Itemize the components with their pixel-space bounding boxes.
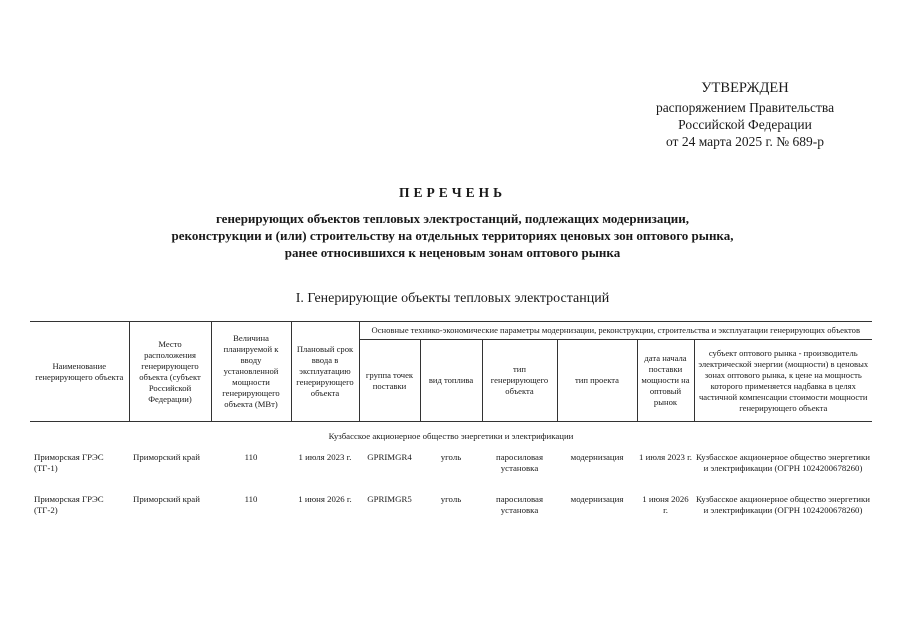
table-row	[30, 452, 872, 494]
generating-objects-table	[30, 321, 872, 536]
cell-fuel: уголь	[440, 494, 462, 504]
cell-deadline: 1 июня 2026 г.	[298, 494, 352, 504]
cell-capacity: 110	[244, 452, 258, 462]
subtitle-line-1: генерирующих объектов тепловых электростанций, подлежащих модернизации,	[215, 211, 690, 226]
document-title: ПЕРЕЧЕНЬ	[398, 185, 507, 200]
cell-project-type: модернизация	[570, 494, 624, 504]
cell-supplier: Кузбасское акционерное общество энергетики и электрификации (ОГРН 1024200678260)	[696, 452, 870, 473]
header-project-type: тип проекта	[557, 340, 637, 422]
cell-name: Приморская ГРЭС (ТГ-1)	[34, 452, 104, 473]
approval-line-3: от 24 марта 2025 г. № 689-р	[665, 134, 825, 149]
company-row: Кузбасское акционерное общество энергетики и электрификации	[328, 431, 574, 441]
header-capacity: Величина планируемой к вводу установленной мощности генерирующего объекта (МВт)	[211, 322, 291, 422]
cell-fuel: уголь	[440, 452, 462, 462]
cell-object-type: паросиловая установка	[495, 494, 544, 515]
subtitle-line-2: реконструкции и (или) строительству на отдельных территориях ценовых зон оптового рынка,	[171, 228, 734, 243]
cell-delivery-group: GPRIMGR5	[367, 494, 412, 504]
cell-location: Приморский край	[133, 494, 200, 504]
cell-object-type: паросиловая установка	[495, 452, 544, 473]
header-fuel: вид топлива	[420, 340, 482, 422]
table-row	[30, 494, 872, 536]
header-parameters-group: Основные технико-экономические параметры модернизации, реконструкции, строительства и эксплуатации генерирующих объектов	[359, 322, 872, 340]
section-title: I. Генерирующие объекты тепловых электростанций	[295, 291, 610, 306]
header-location: Место расположения генерирующего объекта (субъект Российской Федерации)	[129, 322, 211, 422]
approval-block	[645, 80, 845, 150]
cell-delivery-group: GPRIMGR4	[367, 452, 412, 462]
approval-line-2: Российской Федерации	[678, 117, 812, 132]
cell-name: Приморская ГРЭС (ТГ-2)	[34, 494, 104, 515]
header-deadline: Плановый срок ввода в эксплуатацию генерирующего объекта	[291, 322, 359, 422]
header-delivery-group: группа точек поставки	[359, 340, 420, 422]
cell-capacity: 110	[244, 494, 258, 504]
document-subtitle	[60, 210, 845, 261]
cell-market-start: 1 июля 2023 г.	[639, 452, 692, 462]
header-market-start: дата начала поставки мощности на оптовый рынок	[637, 340, 694, 422]
header-supplier: субъект оптового рынка - производитель электрической энергии (мощности) в ценовых зонах оптового рынка, к цене на мощность которого применяется надбавка в целях частичной компенсации стоимости мощности генерирующего объекта	[694, 340, 872, 422]
approval-line-1: распоряжением Правительства	[655, 100, 835, 115]
approval-head: УТВЕРЖДЕН	[701, 80, 789, 96]
cell-location: Приморский край	[133, 452, 200, 462]
header-name: Наименование генерирующего объекта	[30, 322, 129, 422]
cell-project-type: модернизация	[570, 452, 624, 462]
header-object-type: тип генерирующего объекта	[482, 340, 557, 422]
cell-market-start: 1 июня 2026 г.	[642, 494, 689, 515]
subtitle-line-3: ранее относившихся к неценовым зонам оптового рынка	[284, 245, 621, 260]
cell-supplier: Кузбасское акционерное общество энергетики и электрификации (ОГРН 1024200678260)	[696, 494, 870, 515]
cell-deadline: 1 июля 2023 г.	[298, 452, 352, 462]
